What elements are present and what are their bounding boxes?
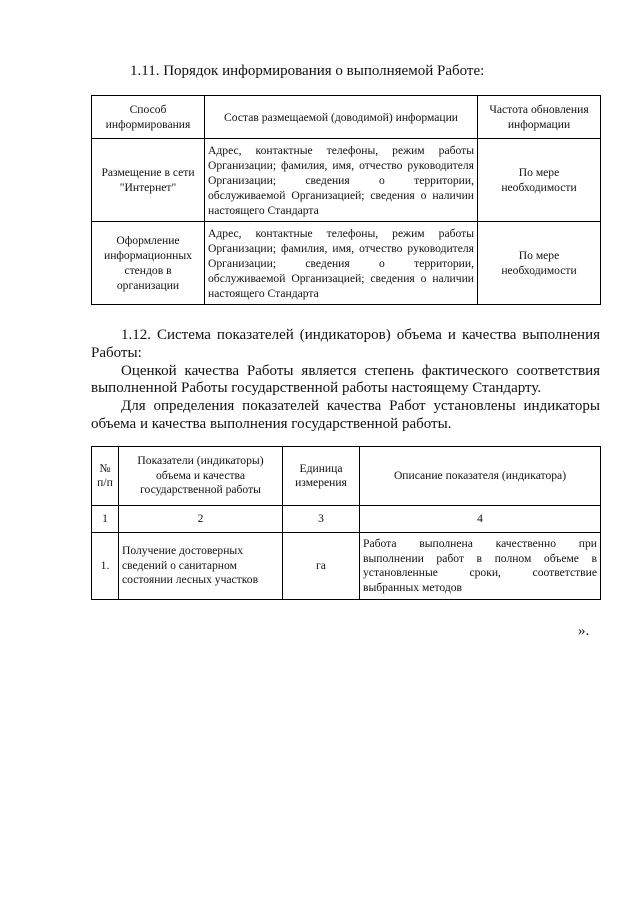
- cell-unit: га: [283, 533, 360, 600]
- section-1-12-heading: 1.12. Система показателей (индикаторов) объема и качества выполнения Работы:: [91, 327, 600, 361]
- cell-indicator: Получение достоверных сведений о санитарном состоянии лесных участков: [119, 533, 283, 600]
- cell-description: Работа выполнена качественно при выполнении работ в полном объеме в установленные сроки, соответствие выбранных методов: [360, 533, 601, 600]
- cell-content: Адрес, контактные телефоны, режим работы Организации; фамилия, имя, отчество руководителя Организации; сведения о территории, обслуживаемой Организацией; сведения о наличии настоящего Стандарта: [205, 222, 478, 305]
- column-number: 4: [360, 506, 601, 533]
- header-frequency: Частота обновления информации: [478, 96, 601, 139]
- closing-quote-mark: ».: [578, 623, 590, 639]
- cell-method: Оформление информационных стендов в организации: [92, 222, 205, 305]
- section-1-11-heading: 1.11. Порядок информирования о выполняемой Работе:: [130, 63, 485, 79]
- cell-frequency: По мере необходимости: [478, 139, 601, 222]
- table-header-row: [92, 96, 601, 139]
- information-table: [91, 95, 601, 305]
- paragraph: Для определения показателей качества Работ установлены индикаторы объема и качества выполнения государственной работы.: [91, 398, 600, 432]
- header-number: № п/п: [92, 447, 119, 506]
- section-1-12-text: [91, 327, 600, 434]
- header-indicator: Показатели (индикаторы) объема и качества государственной работы: [119, 447, 283, 506]
- header-unit: Единица измерения: [283, 447, 360, 506]
- table-header-row: [92, 447, 601, 506]
- column-number: 2: [119, 506, 283, 533]
- paragraph: Оценкой качества Работы является степень фактического соответствия выполненной Работы государственной работы настоящему Стандарту.: [91, 362, 600, 397]
- cell-content: Адрес, контактные телефоны, режим работы Организации; фамилия, имя, отчество руководителя Организации; сведения о территории, обслуживаемой Организацией; сведения о наличии настоящего Стандарта: [205, 139, 478, 222]
- column-number: 3: [283, 506, 360, 533]
- table-row: [92, 222, 601, 305]
- header-content: Состав размещаемой (доводимой) информации: [205, 96, 478, 139]
- table-row: [92, 533, 601, 600]
- header-description: Описание показателя (индикатора): [360, 447, 601, 506]
- cell-frequency: По мере необходимости: [478, 222, 601, 305]
- cell-number: 1.: [92, 533, 119, 600]
- column-number-row: [92, 506, 601, 533]
- cell-method: Размещение в сети "Интернет": [92, 139, 205, 222]
- header-method: Способ информирования: [92, 96, 205, 139]
- column-number: 1: [92, 506, 119, 533]
- indicators-table: [91, 446, 601, 600]
- table-row: [92, 139, 601, 222]
